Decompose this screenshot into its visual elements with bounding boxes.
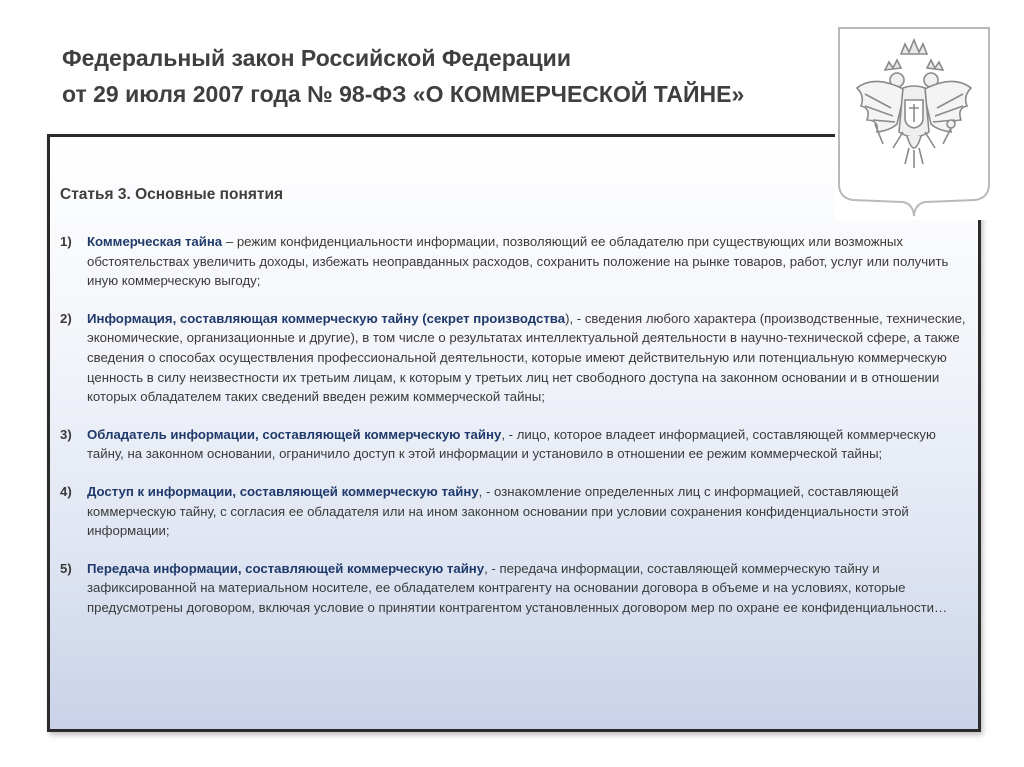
- item-body: [87, 425, 972, 464]
- item-text: ), - сведения любого характера (производственные, технические, экономические, организационные и другие), в том числе о результатах интеллектуальной деятельности в научно-технической сфере, а также сведения о способах осуществления профессиональной деятельности, которые имеют действительную или потенциальную коммерческую ценность в силу неизвестности их третьим лицам, к которым у третьих лиц нет свободного доступа на законном основании и в отношении которых обладателем таких сведений введен режим коммерческой тайны;: [87, 310, 966, 405]
- coat-of-arms-icon: [835, 24, 993, 220]
- list-item: [60, 232, 972, 291]
- list-item: [60, 425, 972, 464]
- item-number: 1): [60, 234, 72, 249]
- item-term: Коммерческая тайна: [87, 234, 223, 249]
- item-number: 2): [60, 310, 72, 326]
- item-term: Доступ к информации, составляющей коммерческую тайну: [87, 483, 479, 499]
- item-term: Информация, составляющая коммерческую тайну (секрет производства: [87, 310, 566, 326]
- item-text: – режим конфиденциальности информации, позволяющий ее обладателю при существующих или возможных обстоятельствах увеличить доходы, избежать неоправданных расходов, сохранить положение на рынке товаров, работ, услуг или получить иную коммерческую выгоду;: [87, 234, 949, 289]
- definitions-list: [60, 232, 972, 636]
- item-body: [87, 309, 972, 407]
- item-text: , - ознакомление определенных лиц с информацией, составляющей коммерческую тайну, с согласия ее обладателя или на ином законном основании при условии сохранения конфиденциальности этой информации;: [87, 483, 909, 539]
- item-text: , - лицо, которое владеет информацией, составляющей коммерческую тайну, на законном основании, ограничило доступ к этой информации и установило в отношении ее режим коммерческой тайны;: [87, 426, 936, 462]
- page-title: [62, 40, 822, 112]
- item-body: [87, 559, 972, 618]
- title-line-2: от 29 июля 2007 года № 98-ФЗ «О КОММЕРЧЕСКОЙ ТАЙНЕ»: [62, 81, 745, 107]
- title-line-1: Федеральный закон Российской Федерации: [62, 45, 571, 71]
- item-number: 5): [60, 560, 72, 576]
- article-title: Статья 3. Основные понятия: [60, 186, 284, 203]
- item-body: [87, 482, 972, 541]
- emblem-frame: [835, 24, 993, 220]
- item-number: 3): [60, 426, 72, 442]
- item-body: [87, 232, 972, 291]
- item-term: Передача информации, составляющей коммерческую тайну: [87, 560, 485, 576]
- item-number: 4): [60, 483, 72, 499]
- list-item: [60, 482, 972, 541]
- item-text: , - передача информации, составляющей коммерческую тайну и зафиксированной на материальном носителе, ее обладателем контрагенту на основании договора в объеме и на условиях, которые предусмотрены договором, включая условие о принятии контрагентом установленных договором мер по охране ее конфиденциальности…: [87, 560, 948, 615]
- item-term: Обладатель информации, составляющей коммерческую тайну: [87, 426, 502, 442]
- list-item: [60, 559, 972, 618]
- list-item: [60, 309, 972, 407]
